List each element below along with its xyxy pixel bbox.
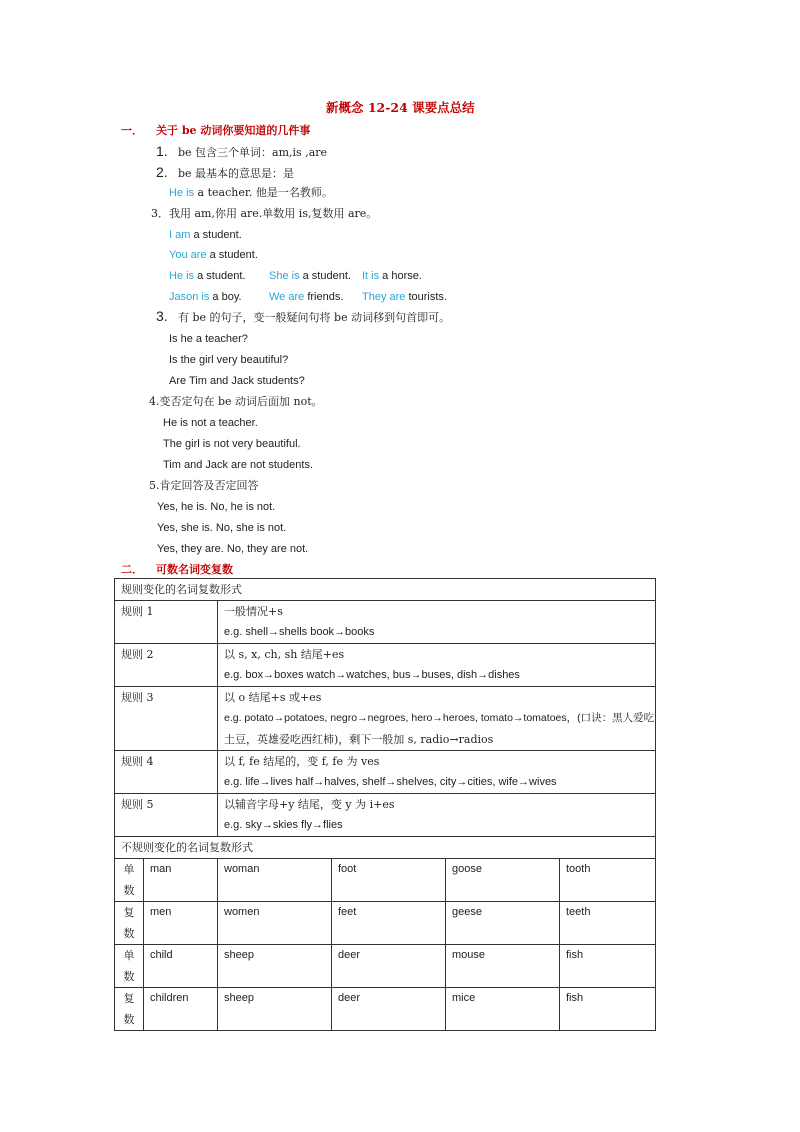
example-they-are [362,290,447,304]
question-1: Is he a teacher? [169,333,248,345]
she-is: She is [269,270,300,282]
we-are: We are [269,291,305,303]
rule-row [115,751,656,794]
irregular-header: 不规则变化的名词复数形式 [115,837,656,859]
negative-2: The girl is not very beautiful. [163,438,301,450]
rule-content [218,794,656,837]
irregular-header-row [115,837,656,859]
example-he-is: He is [169,187,195,199]
jason-is: Jason is [169,291,210,303]
noun-cell: child [144,945,218,988]
rule-label-text: 规则 4 [121,755,154,768]
regular-header-row [115,579,656,601]
rule-label-text: 规则 3 [121,691,154,704]
example-he-is [169,269,245,283]
rule-row [115,601,656,644]
rule-line: 以辅音字母+y 结尾，变 y 为 i+es [224,798,395,811]
noun-cell: feet [332,902,446,945]
number-label [115,988,144,1031]
noun-cell: geese [446,902,560,945]
example-teacher-text: a teacher. 他是一名教师。 [194,186,333,199]
rule-row [115,644,656,687]
point5-text: 4.变否定句在 be 动词后面加 not。 [149,395,323,408]
we-are-rest: friends. [304,291,344,303]
rule-label [115,644,218,687]
number-label-char: 数 [123,1013,135,1026]
they-are: They are [362,291,406,303]
regular-header: 规则变化的名词复数形式 [115,579,656,601]
number-label-char: 数 [123,927,135,940]
he-is-rest: a student. [194,270,246,282]
you-are-rest: a student. [206,249,258,261]
rule-row [115,687,656,751]
i-am: I am [169,229,191,241]
rule-line: 以 f, fe 结尾的，变 f, fe 为 ves [224,755,380,768]
noun-cell: tooth [560,859,656,902]
negative-1: He is not a teacher. [163,417,258,429]
point4-text: 有 be 的句子，变一般疑问句将 be 动词移到句首即可。 [178,311,451,324]
noun-cell: mice [446,988,560,1031]
irregular-row [115,902,656,945]
number-label-char: 数 [123,884,135,897]
section1-number: 一． [121,124,143,137]
rule-label [115,751,218,794]
noun-cell: goose [446,859,560,902]
number-label [115,859,144,902]
point3-text: 3．我用 am,你用 are.单数用 is,复数用 are。 [151,207,378,220]
noun-cell: foot [332,859,446,902]
rule-label [115,687,218,751]
noun-cell: mouse [446,945,560,988]
rule-content [218,644,656,687]
point2-text: be 最基本的意思是：是 [178,167,295,180]
rule-label-text: 规则 5 [121,798,154,811]
plural-nouns-table [114,578,656,1031]
example-we-are [269,290,343,304]
page-title: 新概念 12-24 课要点总结 [326,100,475,115]
rule-line: 一般情况+s [224,605,283,618]
rule-line: 土豆，英雄爱吃西红柿)，剩下一般加 s, radio→radios [224,733,494,746]
number-label [115,902,144,945]
example-she-is [269,269,351,283]
she-is-rest: a student. [299,270,351,282]
number-label-char: 复 [123,906,135,919]
rule-line: e.g. shell→shells book→books [224,626,375,638]
section1-heading: 关于 be 动词你要知道的几件事 [156,124,311,137]
question-3: Are Tim and Jack students? [169,375,305,387]
number-label [115,945,144,988]
section2-number: 二． [121,563,143,576]
irregular-row [115,859,656,902]
rule-label-text: 规则 1 [121,605,154,618]
example-you-are [169,248,258,262]
you-are: You are [169,249,207,261]
it-is: It is [362,270,380,282]
example-it-is [362,269,422,283]
example-i-am [169,228,242,242]
answer-2: Yes, she is. No, she is not. [157,522,287,534]
rule-line: e.g. box→boxes watch→watches, bus→buses, dish→dishes [224,669,520,681]
noun-cell: deer [332,945,446,988]
rule-label [115,601,218,644]
rule-label [115,794,218,837]
point1-text: be 包含三个单词：am,is ,are [178,146,328,159]
noun-cell: woman [218,859,332,902]
point2-number: 2. [156,164,168,180]
question-2: Is the girl very beautiful? [169,354,289,366]
noun-cell: teeth [560,902,656,945]
rule-label-text: 规则 2 [121,648,154,661]
irregular-row [115,945,656,988]
rule-content [218,601,656,644]
answer-3: Yes, they are. No, they are not. [157,543,309,555]
noun-cell: sheep [218,945,332,988]
example-he-teacher [169,186,333,200]
section2-heading: 可数名词变复数 [156,563,233,576]
number-label-char: 复 [123,992,135,1005]
rule-content [218,687,656,751]
it-is-rest: a horse. [379,270,422,282]
noun-cell: women [218,902,332,945]
rule-content [218,751,656,794]
point6-text: 5.肯定回答及否定回答 [149,479,259,492]
number-label-char: 数 [123,970,135,983]
rule-line: e.g. potato→potatoes, negro→negroes, hero→heroes, tomato→tomatoes，(口诀：黑人爱吃 [224,712,655,724]
noun-cell: sheep [218,988,332,1031]
number-label-char: 单 [123,863,135,876]
rule-line: 以 s, x, ch, sh 结尾+es [224,648,345,661]
i-am-rest: a student. [190,229,242,241]
jason-is-rest: a boy. [209,291,242,303]
noun-cell: men [144,902,218,945]
rule-line: e.g. sky→skies fly→flies [224,819,343,831]
noun-cell: children [144,988,218,1031]
noun-cell: fish [560,988,656,1031]
noun-cell: deer [332,988,446,1031]
rule-line: e.g. life→lives half→halves, shelf→shelves, city→cities, wife→wives [224,776,557,788]
he-is: He is [169,270,195,282]
point1-number: 1. [156,143,168,159]
number-label-char: 单 [123,949,135,962]
rule-row [115,794,656,837]
negative-3: Tim and Jack are not students. [163,459,313,471]
they-are-rest: tourists. [405,291,447,303]
noun-cell: fish [560,945,656,988]
rule-line: 以 o 结尾+s 或+es [224,691,322,704]
example-jason-is [169,290,242,304]
point4-number: 3. [156,308,168,324]
noun-cell: man [144,859,218,902]
answer-1: Yes, he is. No, he is not. [157,501,276,513]
irregular-row [115,988,656,1031]
